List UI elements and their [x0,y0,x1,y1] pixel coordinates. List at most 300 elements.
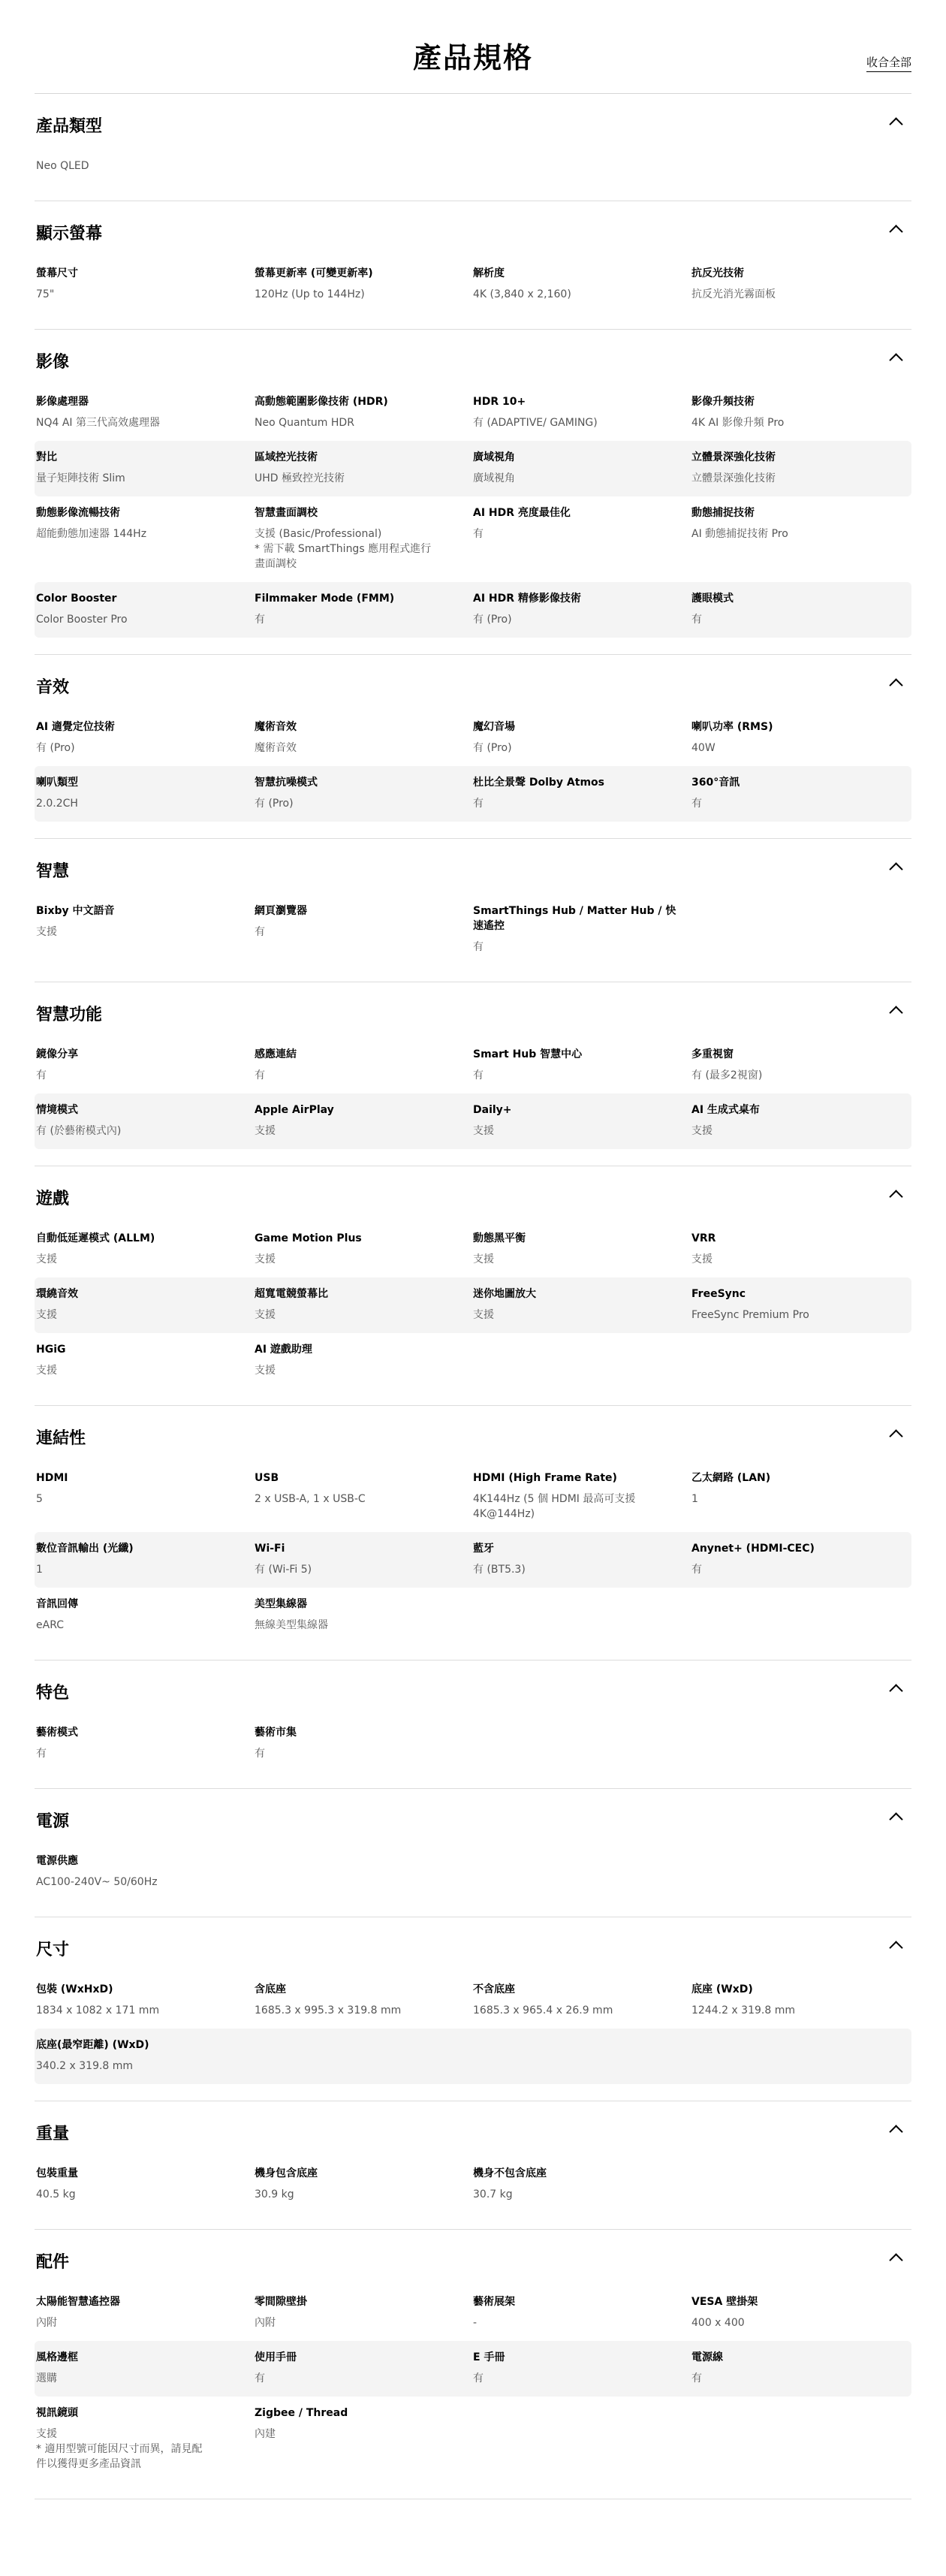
spec-section [35,1917,911,2101]
spec-rows [35,1973,911,2084]
spec-label: 對比 [36,451,57,463]
spec-section [35,94,911,201]
section-header[interactable] [35,1789,911,1838]
spec-item [36,1725,255,1761]
spec-item [473,266,691,302]
spec-label: Apple AirPlay [255,1104,334,1116]
spec-item [255,394,473,430]
spec-label: 藍牙 [473,1543,494,1555]
spec-rows [35,149,911,184]
spec-item [255,1286,473,1323]
spec-value: 有 (ADAPTIVE/ GAMING) [473,417,598,429]
chevron-up-icon[interactable] [889,678,902,692]
section-title: 尺寸 [36,1941,70,1959]
spec-value: 有 [36,1748,47,1760]
spec-value: 4K (3,840 x 2,160) [473,288,571,300]
spec-section [35,2101,911,2230]
spec-section [35,1661,911,1789]
spec-label: Color Booster [36,593,117,605]
spec-label: HDMI (High Frame Rate) [473,1472,617,1484]
spec-value: 30.9 kg [255,2188,294,2200]
spec-label: 藝術市集 [255,1727,297,1739]
spec-item [255,775,473,811]
spec-item [36,1231,255,1267]
spec-label: 解析度 [473,267,505,279]
spec-label: AI 遊戲助理 [255,1344,312,1356]
spec-label: 鏡像分享 [36,1048,78,1060]
spec-row [35,2397,911,2482]
spec-rows [35,1222,911,1389]
spec-section [35,655,911,839]
spec-item [36,1854,255,1890]
spec-item [473,2294,691,2330]
spec-label: Zigbee / Thread [255,2407,348,2419]
spec-value: 1834 x 1082 x 171 mm [36,2004,160,2016]
spec-value: 支援 [255,1365,276,1377]
spec-value: 1244.2 x 319.8 mm [691,2004,795,2016]
spec-label: Wi-Fi [255,1543,285,1555]
spec-label: E 手冊 [473,2351,505,2363]
spec-row [35,385,911,441]
spec-item [691,1231,910,1267]
spec-label: Filmmaker Mode (FMM) [255,593,395,605]
section-header[interactable] [35,2230,911,2279]
section-header[interactable] [35,201,911,251]
spec-value: 支援 [691,1125,713,1137]
spec-label: 不含底座 [473,1983,515,1995]
spec-row [35,1532,911,1588]
spec-rows [35,2285,911,2482]
spec-label: 影像升頻技術 [691,396,755,408]
spec-item [255,2166,473,2202]
spec-item [36,266,255,302]
spec-value: - [473,2317,478,2329]
chevron-up-icon[interactable] [889,2125,902,2138]
spec-rows [35,1038,911,1149]
spec-label: HGiG [36,1344,66,1356]
spec-label: 使用手冊 [255,2351,297,2363]
spec-value: 支援 [255,1309,276,1321]
spec-item [255,2350,473,2386]
spec-rows [35,1716,911,1772]
spec-value: 5 [36,1493,43,1505]
spec-label: 立體景深強化技術 [691,451,776,463]
spec-item [473,591,691,627]
spec-label: 風格邊框 [36,2351,78,2363]
spec-item [36,2406,255,2472]
spec-item [36,903,255,955]
spec-item [473,450,691,486]
spec-item [473,1231,691,1267]
spec-label: 智慧畫面調校 [255,507,318,519]
spec-item [691,1470,910,1522]
section-title: 智慧 [36,862,70,881]
chevron-up-icon[interactable] [889,353,902,366]
spec-value: 30.7 kg [473,2188,513,2200]
spec-value: 立體景深強化技術 [691,472,776,484]
spec-item [255,505,473,572]
spec-item [691,2294,910,2330]
spec-section [35,1406,911,1661]
section-title: 遊戲 [36,1190,70,1208]
spec-value: 2 x USB-A, 1 x USB-C [255,1493,366,1505]
spec-item [36,2294,255,2330]
spec-label: HDR 10+ [473,396,526,408]
spec-item [255,1597,473,1633]
spec-label: Smart Hub 智慧中心 [473,1048,583,1060]
spec-item [255,1982,473,2018]
spec-label: 螢幕更新率 (可變更新率) [255,267,373,279]
spec-rows [35,385,911,638]
spec-label: 包裝重量 [36,2167,78,2179]
spec-item [255,903,473,955]
spec-section [35,1789,911,1917]
section-header[interactable] [35,1917,911,1967]
spec-label: AI HDR 亮度最佳化 [473,507,571,519]
spec-item [473,719,691,756]
spec-value: 4K AI 影像升頻 Pro [691,417,785,429]
spec-label: 迷你地圖放大 [473,1288,536,1300]
spec-value: 有 [691,1564,702,1576]
chevron-up-icon[interactable] [889,1812,902,1826]
spec-label: 超寬電競螢幕比 [255,1288,328,1300]
spec-item [255,1342,473,1378]
spec-item [255,450,473,486]
spec-item [36,1102,255,1139]
spec-item [473,1286,691,1323]
spec-item [255,1102,473,1139]
spec-label: 電源供應 [36,1855,78,1867]
spec-label: 多重視窗 [691,1048,734,1060]
spec-item [255,1725,473,1761]
spec-label: 魔術音效 [255,721,297,733]
spec-label: USB [255,1472,279,1484]
spec-item [473,1982,691,2018]
spec-value: AI 動態捕捉技術 Pro [691,528,788,540]
spec-label: SmartThings Hub / Matter Hub / 快 速遙控 [473,905,676,932]
spec-section [35,1166,911,1406]
spec-item [255,591,473,627]
section-title: 產品類型 [36,117,103,136]
page-title: 產品規格 [412,41,533,74]
spec-label: AI HDR 精修影像技術 [473,593,581,605]
section-title: 音效 [36,678,70,697]
spec-value: Color Booster Pro [36,614,128,626]
section-title: 配件 [36,2253,70,2272]
spec-label: 底座(最窄距離) (WxD) [36,2039,149,2051]
spec-label: 視訊鏡頭 [36,2407,78,2419]
spec-row [35,582,911,638]
spec-label: 感應連結 [255,1048,297,1060]
spec-row [35,1845,911,1900]
spec-item [36,2166,255,2202]
spec-row [35,1222,911,1277]
chevron-up-icon[interactable] [889,1006,902,1019]
spec-label: Bixby 中文語音 [36,905,115,917]
spec-item [36,2038,255,2074]
chevron-up-icon[interactable] [889,1684,902,1697]
spec-value: 1 [691,1493,698,1505]
spec-value: 超能動態加速器 144Hz [36,528,147,540]
spec-label: 藝術展架 [473,2296,515,2308]
spec-label: VESA 壁掛架 [691,2296,758,2308]
section-header[interactable] [35,94,911,143]
spec-value: 抗反光消光霧面板 [691,288,776,300]
spec-value: 有 [255,1748,265,1760]
section-title: 特色 [36,1684,70,1703]
spec-value: 75" [36,288,55,300]
spec-section [35,2230,911,2499]
spec-item [255,1470,473,1522]
spec-label: Game Motion Plus [255,1232,362,1244]
spec-value: 40W [691,742,716,754]
spec-row [35,2157,911,2213]
spec-label: 高動態範圍影像技術 (HDR) [255,396,388,408]
spec-label: 抗反光技術 [691,267,744,279]
spec-value: 1685.3 x 995.3 x 319.8 mm [255,2004,402,2016]
spec-label: 杜比全景聲 Dolby Atmos [473,777,604,789]
spec-label: 360°音訊 [691,777,740,789]
spec-item [473,2166,691,2202]
chevron-up-icon[interactable] [889,2253,902,2267]
spec-item [691,394,910,430]
spec-label: 底座 (WxD) [691,1983,753,1995]
spec-label: 環繞音效 [36,1288,78,1300]
spec-item [691,266,910,302]
spec-value: FreeSync Premium Pro [691,1309,809,1321]
spec-item [36,1597,255,1633]
spec-item [473,1047,691,1083]
spec-item [36,775,255,811]
spec-label: 廣域視角 [473,451,515,463]
spec-value: 有 [36,1069,47,1081]
spec-row [35,2285,911,2341]
spec-value: 內附 [36,2317,57,2329]
spec-value: 有 [255,614,265,626]
chevron-up-icon[interactable] [889,1190,902,1203]
section-header[interactable] [35,330,911,379]
spec-item [691,775,910,811]
spec-label: 動態捕捉技術 [691,507,755,519]
spec-item [255,1541,473,1577]
spec-value: 內建 [255,2428,276,2440]
spec-value: 支援 [36,1253,57,1265]
spec-value: 支援 [255,1125,276,1137]
spec-row [35,1461,911,1532]
spec-value: Neo Quantum HDR [255,417,354,429]
spec-label: 喇叭功率 (RMS) [691,721,773,733]
spec-label: AI 適覺定位技術 [36,721,115,733]
spec-value: 有 (Pro) [473,742,512,754]
spec-item [36,1982,255,2018]
spec-value: 支援 [473,1253,494,1265]
spec-value: 支援 [36,1365,57,1377]
chevron-up-icon[interactable] [889,225,902,238]
spec-item [36,1541,255,1577]
spec-label: 區域控光技術 [255,451,318,463]
spec-item [473,775,691,811]
spec-rows [35,710,911,822]
spec-value: eARC [36,1619,64,1631]
spec-item [36,450,255,486]
spec-value: 有 [473,941,484,953]
spec-item [473,1102,691,1139]
section-header[interactable] [35,982,911,1032]
spec-row [35,441,911,496]
spec-label: 影像處理器 [36,396,89,408]
spec-value: 內附 [255,2317,276,2329]
spec-value: NQ4 AI 第三代高效處理器 [36,417,161,429]
spec-section [35,839,911,982]
spec-item [255,1231,473,1267]
spec-value: 支援 * 適用型號可能因尺寸而異，請見配 件以獲得更多產品資訊 [36,2428,203,2470]
spec-item [473,2350,691,2386]
spec-row [35,257,911,312]
spec-value: 有 [473,528,484,540]
spec-label: 網頁瀏覽器 [255,905,307,917]
spec-value: 1685.3 x 965.4 x 26.9 mm [473,2004,613,2016]
spec-row [35,1588,911,1643]
spec-row [35,1973,911,2029]
spec-value: 有 (最多2視窗) [691,1069,763,1081]
section-header[interactable] [35,1406,911,1455]
spec-label: 包裝 (WxHxD) [36,1983,113,1995]
collapse-all-link[interactable]: 收合全部 [866,54,911,72]
spec-rows [35,1461,911,1643]
spec-value: 有 [473,798,484,810]
spec-label: 音訊回傳 [36,1598,78,1610]
section-title: 影像 [36,353,70,372]
spec-label: 情境模式 [36,1104,78,1116]
spec-item [36,1047,255,1083]
spec-label: HDMI [36,1472,68,1484]
spec-value: 有 (於藝術模式內) [36,1125,122,1137]
spec-item [691,1047,910,1083]
spec-item [36,394,255,430]
spec-label: 乙太網路 (LAN) [691,1472,771,1484]
chevron-up-icon[interactable] [889,1941,902,1954]
spec-label: AI 生成式桌布 [691,1104,760,1116]
spec-rows [35,2157,911,2213]
section-header[interactable] [35,655,911,704]
spec-item [36,591,255,627]
page-header [0,0,946,93]
spec-label: 護眼模式 [691,593,734,605]
spec-value: 支援 [36,1309,57,1321]
spec-value: 有 [691,2372,702,2384]
spec-label: 喇叭類型 [36,777,78,789]
section-title: 智慧功能 [36,1006,103,1024]
spec-label: 電源線 [691,2351,723,2363]
spec-row [35,710,911,766]
spec-value: 魔術音效 [255,742,297,754]
section-header[interactable] [35,839,911,888]
spec-row [35,766,911,822]
section-header[interactable] [35,2101,911,2151]
spec-value: 支援 [473,1125,494,1137]
spec-item [473,1470,691,1522]
spec-value: UHD 極致控光技術 [255,472,345,484]
spec-item [473,394,691,430]
spec-value: 有 (Pro) [255,798,294,810]
spec-sections [0,94,946,2499]
spec-item [691,505,910,572]
spec-value: 340.2 x 319.8 mm [36,2060,134,2072]
chevron-up-icon[interactable] [889,862,902,876]
spec-label: 螢幕尺寸 [36,267,78,279]
spec-item [691,450,910,486]
section-title: 電源 [36,1812,70,1831]
spec-label: 美型集線器 [255,1598,307,1610]
spec-row [35,1277,911,1333]
spec-label: 含底座 [255,1983,286,1995]
spec-label: 機身包含底座 [255,2167,318,2179]
spec-label: 太陽能智慧遙控器 [36,2296,120,2308]
spec-item [473,1541,691,1577]
spec-label: 智慧抗噪模式 [255,777,318,789]
spec-value: 400 x 400 [691,2317,745,2329]
spec-value: 支援 (Basic/Professional) * 需下載 SmartThings 應用程式進行 畫面調校 [255,528,432,570]
spec-value: 有 (BT5.3) [473,1564,526,1576]
spec-rows [35,1845,911,1900]
spec-rows [35,894,911,965]
spec-label: Daily+ [473,1104,512,1116]
spec-item [691,1541,910,1577]
spec-label: 機身不包含底座 [473,2167,547,2179]
spec-value: 有 (Pro) [36,742,75,754]
spec-value: 有 [691,614,702,626]
spec-item [255,719,473,756]
chevron-up-icon[interactable] [889,1429,902,1443]
spec-value: 支援 [255,1253,276,1265]
chevron-up-icon[interactable] [889,117,902,131]
spec-item [691,2350,910,2386]
spec-value: 有 (Pro) [473,614,512,626]
spec-row [35,496,911,582]
spec-item [36,719,255,756]
spec-value: 廣域視角 [473,472,515,484]
spec-item [473,505,691,572]
spec-value: 無線美型集線器 [255,1619,328,1631]
spec-item [36,1286,255,1323]
spec-label: 零間隙壁掛 [255,2296,307,2308]
spec-item [691,591,910,627]
section-header[interactable] [35,1166,911,1216]
section-header[interactable] [35,1661,911,1710]
spec-item [691,1286,910,1323]
spec-label: 魔幻音場 [473,721,515,733]
section-title: 重量 [36,2125,70,2143]
spec-item [36,2350,255,2386]
spec-item [36,158,255,173]
spec-value: 有 [255,1069,265,1081]
spec-value: 支援 [691,1253,713,1265]
spec-label: FreeSync [691,1288,746,1300]
spec-item [691,719,910,756]
spec-value: 選購 [36,2372,57,2384]
spec-value: 1 [36,1564,43,1576]
spec-rows [35,257,911,312]
spec-item [255,2406,473,2472]
spec-value: 量子矩陣技術 Slim [36,472,125,484]
spec-value: 有 (Wi-Fi 5) [255,1564,312,1576]
spec-item [36,505,255,572]
spec-value: 120Hz (Up to 144Hz) [255,288,365,300]
spec-item [36,1342,255,1378]
spec-item [255,1047,473,1083]
spec-row [35,1333,911,1389]
spec-item [691,1982,910,2018]
